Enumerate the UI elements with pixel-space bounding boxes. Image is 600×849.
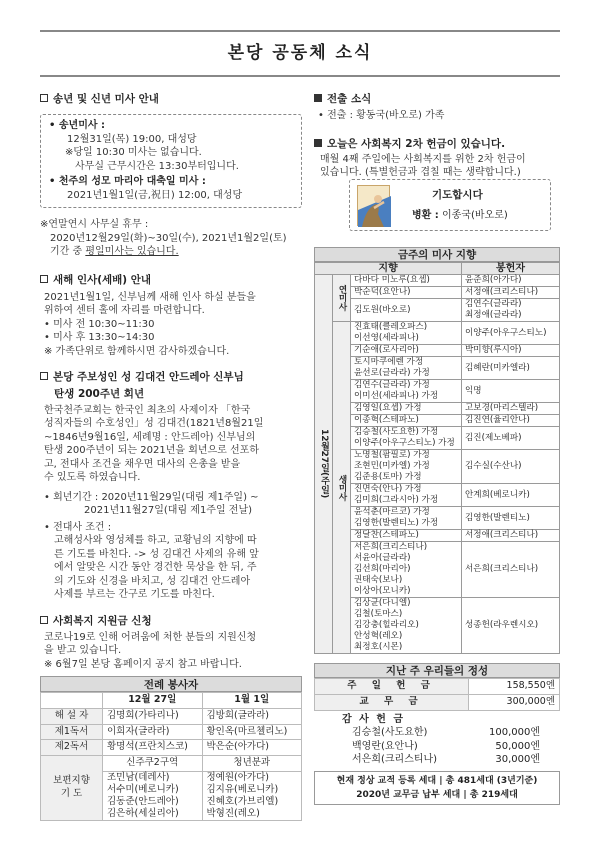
intention-names: 김도원(바오로) (351, 299, 462, 322)
mass-intention-row (315, 403, 560, 415)
offerer-name: 김영한(발렌티노) (462, 507, 560, 530)
square-bullet-icon (314, 139, 322, 147)
offerer-name: 안계희(베로니카) (462, 484, 560, 507)
offerer-name: 서은희(크리스티나) (462, 542, 560, 598)
mass-intentions-table: 금주의 미사 지향 지향 봉헌자 12월27일(주일) 연미사 다바다 미노루(요셉) 윤준희(아가다) 박순덕(요안나) 서정애(크리스티나) 김도원(바오로) 김연수(글라라) 최정애(글라라) 생미사 진효태(클레오파스) 이선영(세라피나) 이양주(아우구스티노) 기순애(로사리아) 박미향(루시아) 토시마쿠에렌 가정 윤선로(글라라) 가정 김혜란(미카엘라) 김연수(글라라) 가정 이미선(세라피나) 가정 익명 김영일(요셉) 가정 고보경(마리스텔라) 이종혁(스테파노) 김진연(율리안나) 김승철(사도요한) 가정 이양주(아우구스티노) 가정 김진(제노베파) 노명철(팜필로) 가정 조현민(미카엘) 가정 김준용(토마) 가정 김수실(수산나) 진면숙(안나) 가정 김미희(그라시아) 가정 안계희(베로니카) 윤석춘(마르코) 가정 김영한(발렌티노) 가정 김영한(발렌티노) 정달찬(스테파노) 서정애(크리스티나) 서은희(크리스티나) 서윤아(글라라) 김선희(마리아) 권태숙(보나) 이상아(모니카) 서은희(크리스티나) 김상균(다니엘) 김철(토마스) 김강충(힐라리오) 안성혁(레오) 최정호(시몬) 성종헌(라우렌시오) (314, 247, 560, 654)
intention-names: 김상균(다니엘) 김철(토마스) 김강충(힐라리오) 안성혁(레오) 최정호(시몬) (351, 598, 462, 654)
offerer-name: 김연수(글라라) 최정애(글라라) (462, 299, 560, 322)
section-transfer: 전출 소식 (314, 92, 560, 106)
square-bullet-icon (40, 94, 48, 102)
offerer-name: 이양주(아우구스티노) (462, 322, 560, 345)
intention-names: 노명철(팜필로) 가정 조현민(미카엘) 가정 김준용(토마) 가정 (351, 450, 462, 484)
intention-names: 다바다 미노루(요셉) (351, 275, 462, 287)
intention-names: 김영일(요셉) 가정 (351, 403, 462, 415)
square-bullet-icon (40, 616, 48, 624)
mass-intention-row (315, 507, 560, 530)
intention-names: 기순애(로사리아) (351, 345, 462, 357)
mass-intention-row (315, 345, 560, 357)
liturgy-servers-table: 전례 봉사자 12월 27일 1월 1일 해 설 자 김명희(가타리나) 김방희(글라라) 제1독서 이희자(글라라) 황인옥(마르첼리노) 제2독서 황명석(프란치스코) 박은순(아가다) 보편지향 기 도 신주쿠2구역 청년분과 조민남(데레사) 정예원(아가다) 서수미(베로니카) 김지유(베로니카) 김동준(안드레아) 진혜호(가브리엘) 김은하(세실리아) 박형진(레오) (40, 676, 302, 821)
mass-intention-row (315, 322, 560, 345)
offerer-name: 박미향(루시아) (462, 345, 560, 357)
mass-intention-row (315, 427, 560, 450)
mass-intention-row (315, 450, 560, 484)
offering-table: 지난 주 우리들의 정성 주 일 헌 금 158,550엔 교 무 금 300,000엔 감 사 헌 금 김승철(사도요한) 100,000엔 백영란(요안나) 50,000엔 서은희(크리스티나) 30,000엔 현재 정상 교적 등록 세대 | 총 481세대 (3년기준) 2020년 교무금 납부 세대 | 총 219세대 (314, 663, 560, 805)
offerer-name: 윤준희(아가다) (462, 275, 560, 287)
mass-intention-row (315, 287, 560, 299)
intention-names: 박순덕(요안나) (351, 287, 462, 299)
section-patron-saint: 본당 주보성인 성 김대건 안드레아 신부님 (40, 370, 302, 384)
mass-date: 12월27일(주일) (315, 275, 333, 654)
mass-intention-row (315, 598, 560, 654)
square-bullet-icon (314, 94, 322, 102)
section-new-year-greeting: 새해 인사(세배) 안내 (40, 273, 302, 287)
intention-names: 김연수(글라라) 가정 이미선(세라피나) 가정 (351, 380, 462, 403)
left-column: 송년 및 신년 미사 안내 • 송년미사 : 12월31일(목) 19:00, 대성당 ※당일 10:30 미사는 없습니다. 사무실 근무시간은 13:30부터입니다. • 천주의 성모 마리아 대축일 미사 : 2021년1월1일(금,祝日) 12:00, 대성당 ※연말연시 사무실 휴무 : 2020년12월29일(화)~30일(수), 2021년1월2일(토) 기간 중 평일미사는 있습니다. 새해 인사(세배) 안내 2021년1월1일, 신부님께 새해 인사 하실 분들을 위하여 센터 홀에 자리를 마련합니다. • 미사 전 10:30~11:30 • 미사 후 13:30~14:30 ※ 가족단위로 함께하시면 감사하겠습니다. 본당 주보성인 성 김대건 안드레아 신부님 탄생 200주년 회년 한국천주교회는 한국인 최초의 사제이자 「한국 성직자들의 수호성인」성 김대건(1821년8월21일 ~1846년9월16일, 세례명 : 안드레아) 신부님의 탄생 200주년이 되는 2021년을 회년으로 선포하 고, 전대사 조건을 채우면 대사의 은총을 받을 수 있도록 하였습니다. • 회년기간 : 2020년11월29일(대림 제1주일) ~ 2021년11월27일(대림 제1주일 전날) • 전대사 조건 : 고해성사와 영성체를 하고, 교황님의 지향에 따 른 기도를 바친다. -> 성 김대건 사제의 유해 앞 에서 알맞은 시간 동안 경건한 묵상을 한 뒤, 주 의 기도와 신경을 바치고, 성 김대건 안드레아 사제를 부르는 간구로 기도를 마친다. 사회복지 지원금 신청 코로나19로 인해 어려움에 처한 분들의 지원신청 을 받고 있습니다. ※ 6월7일 본당 홈페이지 공지 참고 바랍니다. (40, 92, 302, 671)
page-title: 본당 공동체 소식 (227, 43, 373, 63)
offerer-name: 성종헌(라우렌시오) (462, 598, 560, 654)
right-column: 전출 소식 • 전출 : 황동국(바오로) 가족 오늘은 사회복지 2차 헌금이 있습니다. 매월 4째 주일에는 사회복지를 위한 2차 헌금이 있습니다. (특별헌금과 겹칠 때는 생략합니다.) (314, 92, 560, 180)
intention-names: 진면숙(안나) 가정 김미희(그라시아) 가정 (351, 484, 462, 507)
section-welfare-collection: 오늘은 사회복지 2차 헌금이 있습니다. (314, 137, 560, 151)
section-year-end-mass: 송년 및 신년 미사 안내 (40, 92, 302, 106)
offerer-name: 김혜란(미카엘라) (462, 357, 560, 380)
mass-intention-row (315, 357, 560, 380)
page-header (40, 30, 560, 77)
mass-intention-row (315, 415, 560, 427)
offerer-name: 서정애(크리스티나) (462, 530, 560, 542)
praying-figure-icon (357, 185, 390, 226)
section-welfare-support: 사회복지 지원금 신청 (40, 614, 302, 628)
offerer-name: 고보경(마리스텔라) (462, 403, 560, 415)
offerer-name: 김진(제노베파) (462, 427, 560, 450)
mass-intention-row (315, 275, 560, 287)
holiday-notice: ※연말연시 사무실 휴무 : 2020년12월29일(화)~30일(수), 2021년1월2일(토) 기간 중 평일미사는 있습니다. (40, 219, 287, 258)
mass-intention-row (315, 299, 560, 322)
intention-names: 김승철(사도요한) 가정 이양주(아우구스티노) 가정 (351, 427, 462, 450)
square-bullet-icon (40, 372, 48, 380)
mass-info-box: • 송년미사 : 12월31일(목) 19:00, 대성당 ※당일 10:30 미사는 없습니다. 사무실 근무시간은 13:30부터입니다. • 천주의 성모 마리아 대축일 미사 : 2021년1월1일(금,祝日) 12:00, 대성당 (40, 114, 302, 208)
mass-intention-row (315, 484, 560, 507)
intention-names: 정달찬(스테파노) (351, 530, 462, 542)
intention-names: 이종혁(스테파노) (351, 415, 462, 427)
living-mass-label: 생미사 (333, 322, 351, 654)
square-bullet-icon (40, 275, 48, 283)
prayer-box: 기도합시다 병환 : 이종국(바오로) (349, 179, 551, 231)
mass-intention-row (315, 542, 560, 598)
offerer-name: 김진연(율리안나) (462, 415, 560, 427)
intention-names: 진효태(클레오파스) 이선영(세라피나) (351, 322, 462, 345)
mass-intention-row (315, 380, 560, 403)
intention-names: 토시마쿠에렌 가정 윤선로(글라라) 가정 (351, 357, 462, 380)
offerer-name: 익명 (462, 380, 560, 403)
offerer-name: 서정애(크리스티나) (462, 287, 560, 299)
intention-names: 서은희(크리스티나) 서윤아(글라라) 김선희(마리아) 권태숙(보나) 이상아(모니카) (351, 542, 462, 598)
requiem-mass-label: 연미사 (333, 275, 351, 322)
offerer-name: 김수실(수산나) (462, 450, 560, 484)
mass-intention-row (315, 530, 560, 542)
intention-names: 윤석춘(마르코) 가정 김영한(발렌티노) 가정 (351, 507, 462, 530)
